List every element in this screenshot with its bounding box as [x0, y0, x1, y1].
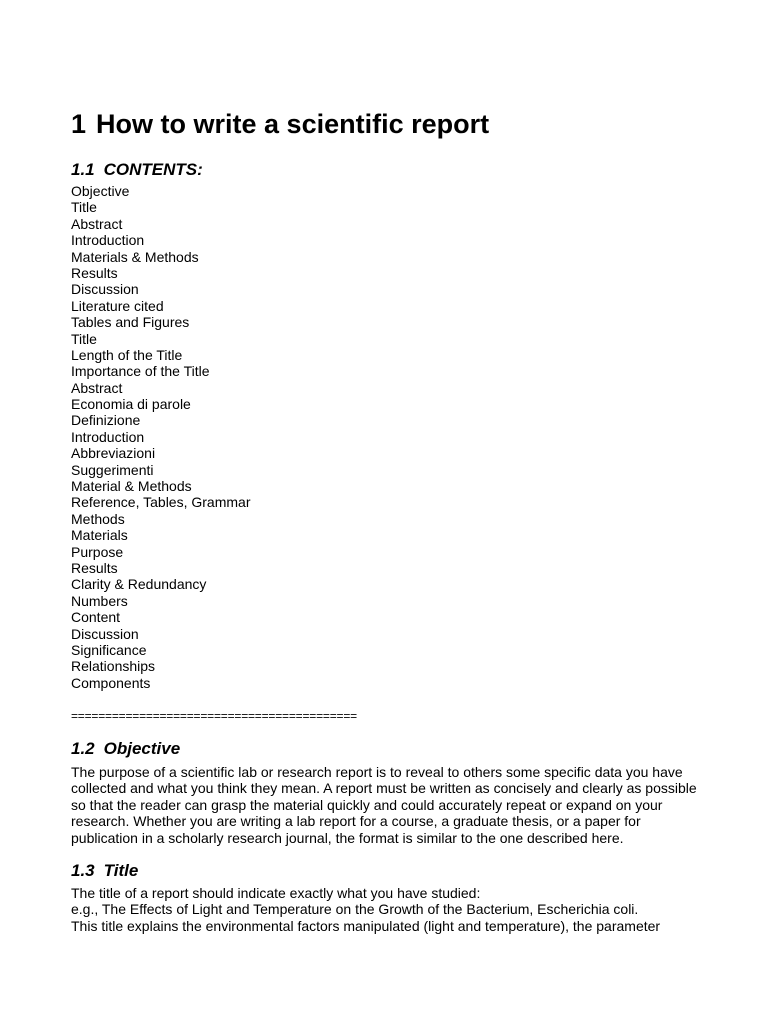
- contents-item: Objective: [71, 183, 130, 199]
- title-section-heading-text: Title: [103, 861, 139, 880]
- contents-item: Materials: [71, 527, 128, 544]
- contents-item: Literature cited: [71, 297, 164, 314]
- heading-text: How to write a scientific report: [96, 109, 490, 139]
- contents-item: Abbreviazioni: [71, 445, 156, 462]
- contents-item: Tables and Figures: [71, 314, 190, 331]
- contents-heading-number: 1.1: [71, 160, 95, 179]
- contents-item: Introduction: [71, 232, 145, 249]
- contents-list: [71, 183, 250, 691]
- contents-item: Length of the Title: [71, 346, 183, 363]
- contents-item: Discussion: [71, 625, 139, 642]
- contents-item: Abstract: [71, 215, 123, 232]
- title-section-heading-number: 1.3: [71, 861, 95, 880]
- objective-paragraph: [71, 764, 701, 846]
- contents-item: Discussion: [71, 281, 139, 298]
- paragraph-line: The purpose of a scientific lab or research report is to reveal to others some specific data you have: [71, 764, 683, 780]
- contents-heading-text: CONTENTS:: [103, 160, 203, 179]
- paragraph-line: publication in a scholarly research journal, the format is similar to the one described here.: [71, 829, 624, 846]
- paragraph-line: collected and what you think they mean. A report must be written as concisely and clearly as possible: [71, 780, 697, 797]
- objective-heading-text: Objective: [103, 739, 181, 758]
- contents-item: Economia di parole: [71, 396, 191, 413]
- contents-item: Components: [71, 674, 151, 691]
- heading-number: 1: [71, 109, 87, 139]
- paragraph-line: This title explains the environmental factors manipulated (light and temperature), the parameter: [71, 917, 661, 934]
- contents-item: Material & Methods: [71, 478, 192, 495]
- objective-heading-number: 1.2: [71, 739, 95, 758]
- main-heading: [71, 107, 489, 141]
- objective-heading: [71, 738, 180, 760]
- paragraph-line: research. Whether you are writing a lab report for a course, a graduate thesis, or a paper for: [71, 813, 641, 830]
- contents-item: Title: [71, 330, 97, 347]
- contents-item: Abstract: [71, 379, 123, 396]
- separator-line: ==========================================: [71, 709, 357, 723]
- paragraph-line: so that the reader can grasp the material quickly and could accurately repeat or expand on your: [71, 796, 663, 813]
- paragraph-line: The title of a report should indicate exactly what you have studied:: [71, 885, 481, 901]
- contents-item: Definizione: [71, 412, 141, 429]
- contents-item: Clarity & Redundancy: [71, 576, 207, 593]
- title-section-heading: [71, 860, 138, 882]
- contents-item: Title: [71, 199, 97, 216]
- contents-item: Content: [71, 609, 121, 626]
- contents-item: Numbers: [71, 592, 128, 609]
- contents-item: Relationships: [71, 658, 156, 675]
- contents-item: Significance: [71, 641, 147, 658]
- contents-item: Purpose: [71, 543, 124, 560]
- contents-item: Introduction: [71, 428, 145, 445]
- contents-item: Suggerimenti: [71, 461, 154, 478]
- paragraph-line: e.g., The Effects of Light and Temperature on the Growth of the Bacterium, Escherichia coli.: [71, 901, 639, 918]
- contents-item: Importance of the Title: [71, 363, 210, 380]
- contents-item: Reference, Tables, Grammar: [71, 494, 251, 511]
- title-section-paragraph: [71, 885, 701, 934]
- contents-heading: [71, 159, 203, 181]
- contents-item: Materials & Methods: [71, 248, 199, 265]
- contents-item: Results: [71, 264, 118, 281]
- contents-item: Methods: [71, 510, 125, 527]
- contents-item: Results: [71, 559, 118, 576]
